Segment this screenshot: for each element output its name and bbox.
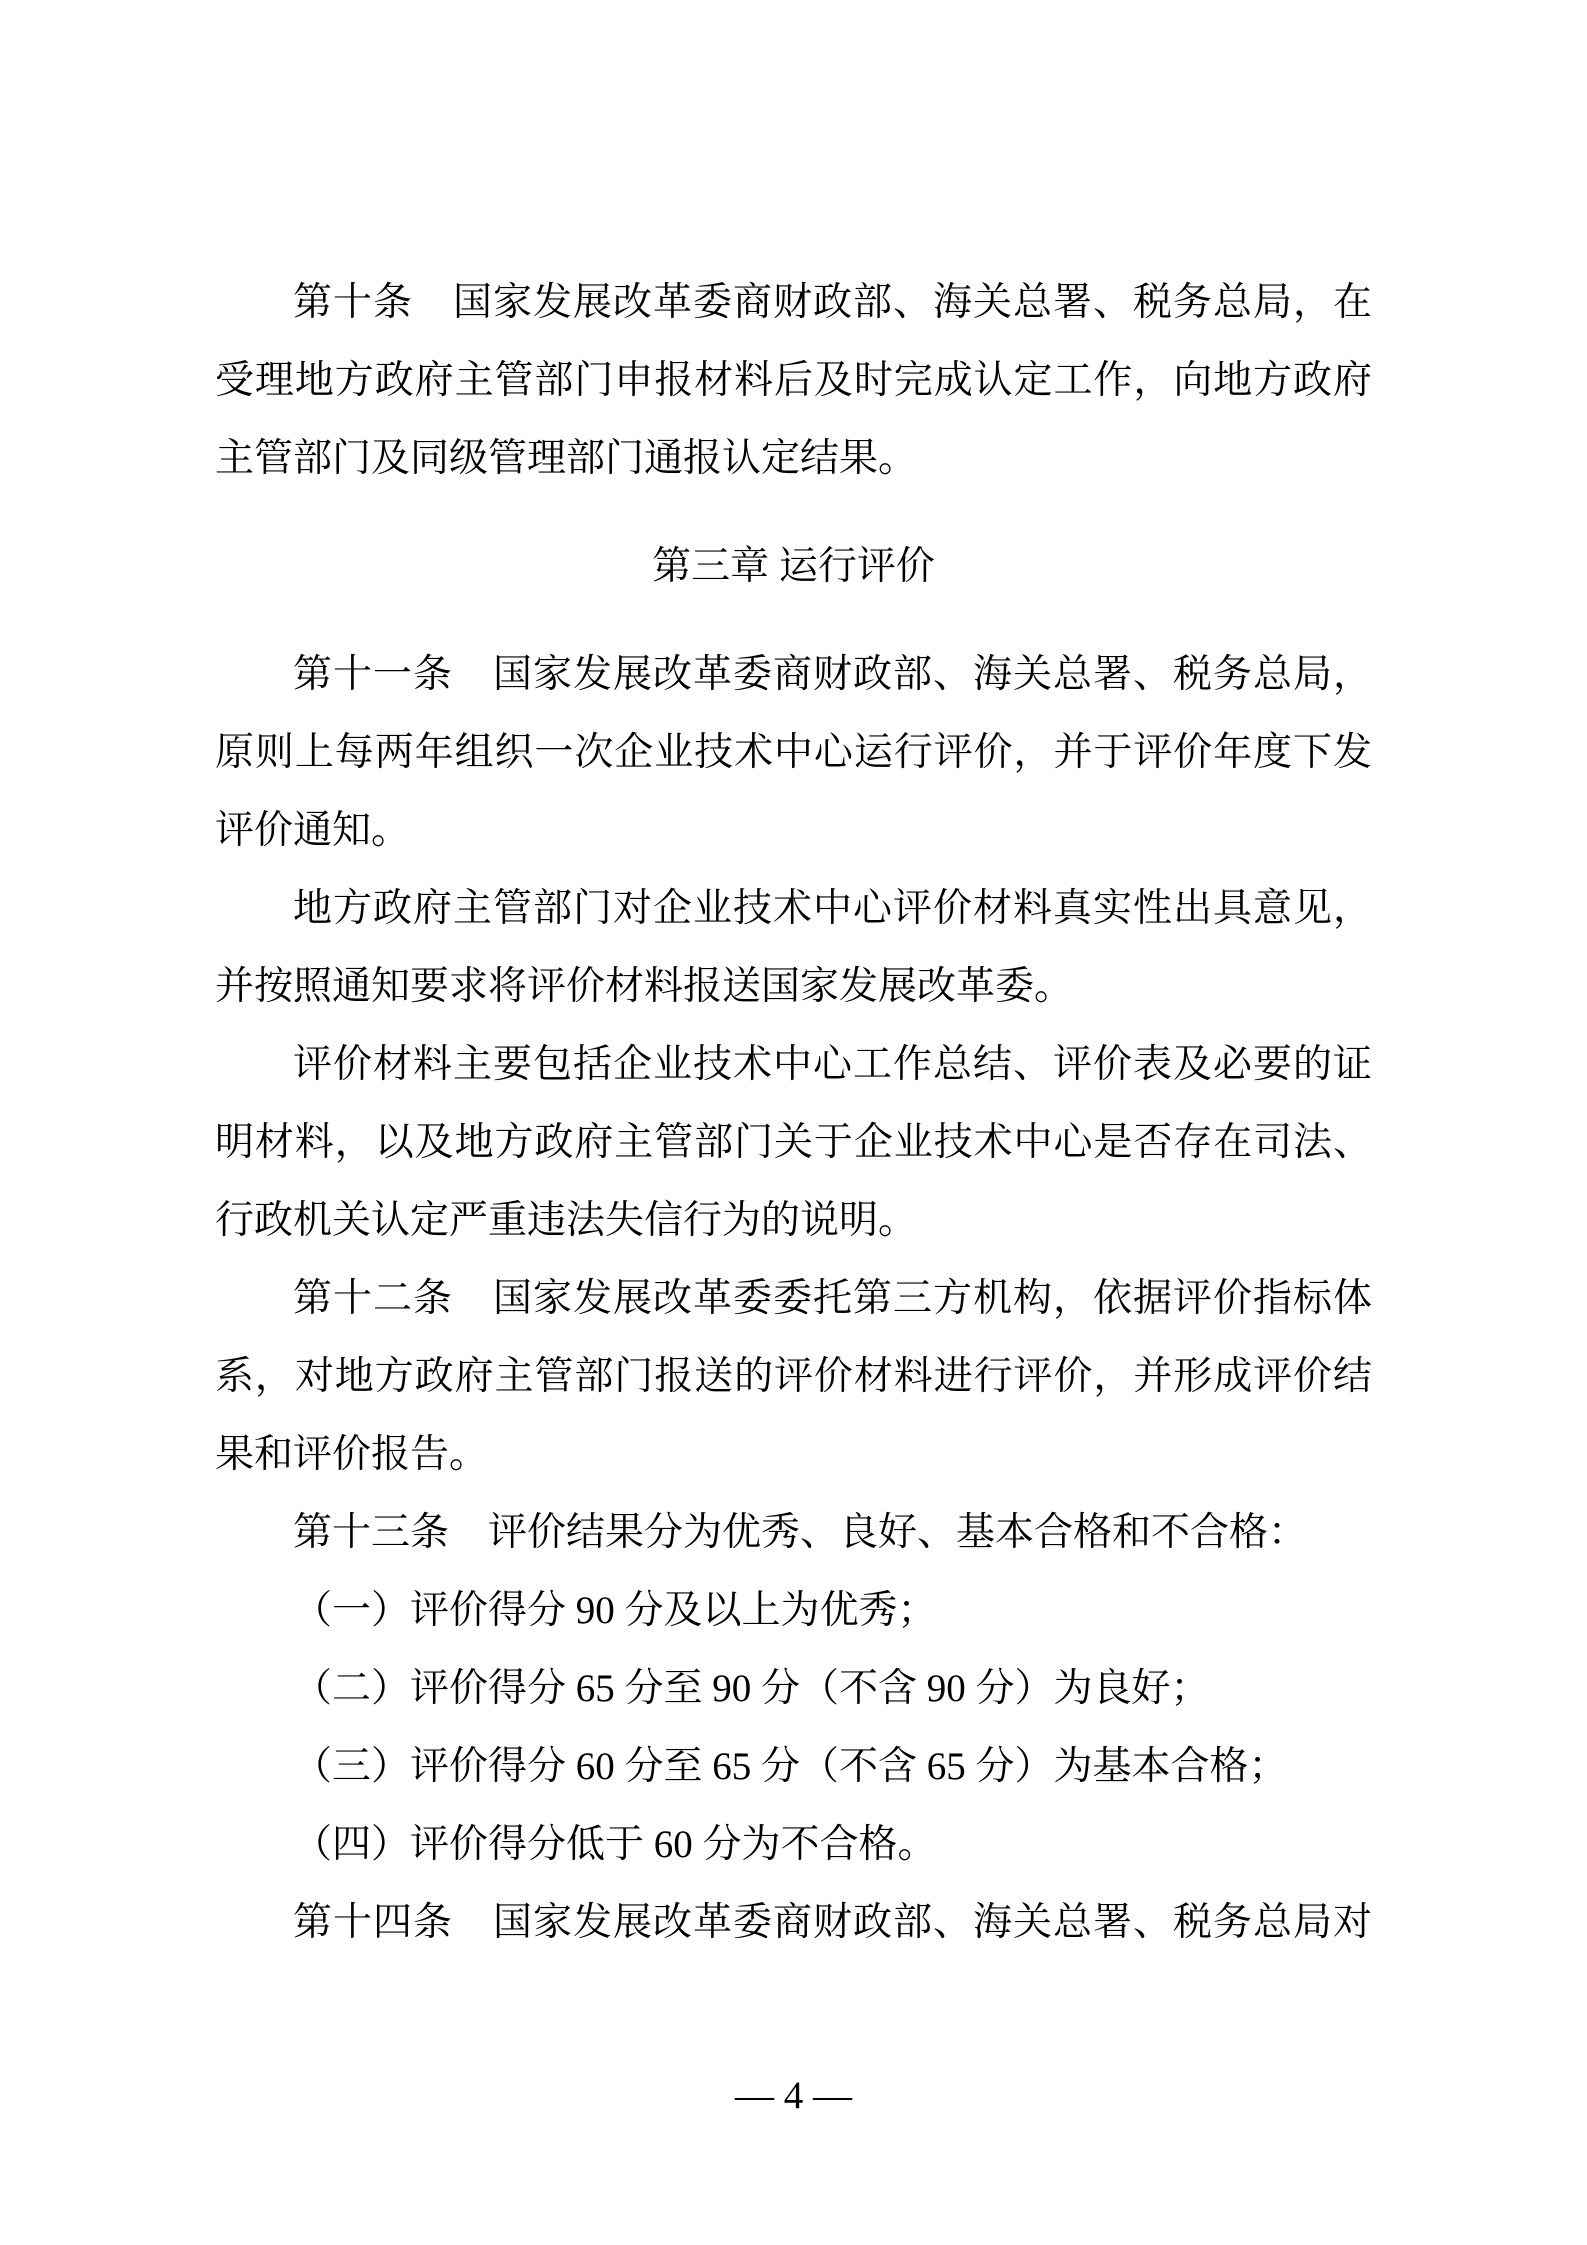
text-line: 第十四条 国家发展改革委商财政部、海关总署、税务总局对 xyxy=(293,1901,1372,1944)
text-line: （一）评价得分 90 分及以上为优秀； xyxy=(293,1589,937,1632)
text-line: （三）评价得分 60 分至 65 分（不含 65 分）为基本合格； xyxy=(293,1745,1288,1788)
document-body xyxy=(215,264,1372,1962)
text-line: 系，对地方政府主管部门报送的评价材料进行评价，并形成评价结 xyxy=(215,1355,1372,1398)
text-line: 并按照通知要求将评价材料报送国家发展改革委。 xyxy=(215,965,1074,1008)
text-line: 第十一条 国家发展改革委商财政部、海关总署、税务总局， xyxy=(293,653,1372,696)
text-line: 第十二条 国家发展改革委委托第三方机构，依据评价指标体 xyxy=(293,1277,1372,1320)
text-line: （四）评价得分低于 60 分为不合格。 xyxy=(293,1823,937,1866)
text-line: 原则上每两年组织一次企业技术中心运行评价，并于评价年度下发 xyxy=(215,731,1372,774)
text-line: 评价通知。 xyxy=(215,809,411,852)
text-line: 行政机关认定严重违法失信行为的说明。 xyxy=(215,1199,918,1242)
text-line: 第十三条 评价结果分为优秀、良好、基本合格和不合格： xyxy=(293,1511,1308,1554)
chapter-heading: 第三章 运行评价 xyxy=(652,545,935,588)
page-footer xyxy=(0,2057,1587,2135)
text-line: 果和评价报告。 xyxy=(215,1433,489,1476)
text-line: 评价材料主要包括企业技术中心工作总结、评价表及必要的证 xyxy=(293,1043,1372,1086)
text-line: （二）评价得分 65 分至 90 分（不含 90 分）为良好； xyxy=(293,1667,1210,1710)
text-line: 地方政府主管部门对企业技术中心评价材料真实性出具意见， xyxy=(293,887,1372,930)
text-line: 第十条 国家发展改革委商财政部、海关总署、税务总局，在 xyxy=(293,281,1372,324)
text-line: 主管部门及同级管理部门通报认定结果。 xyxy=(215,437,918,480)
text-line: 明材料，以及地方政府主管部门关于企业技术中心是否存在司法、 xyxy=(215,1121,1372,1164)
text-line: 受理地方政府主管部门申报材料后及时完成认定工作，向地方政府 xyxy=(215,359,1372,402)
page-number: — 4 — xyxy=(735,2074,852,2117)
